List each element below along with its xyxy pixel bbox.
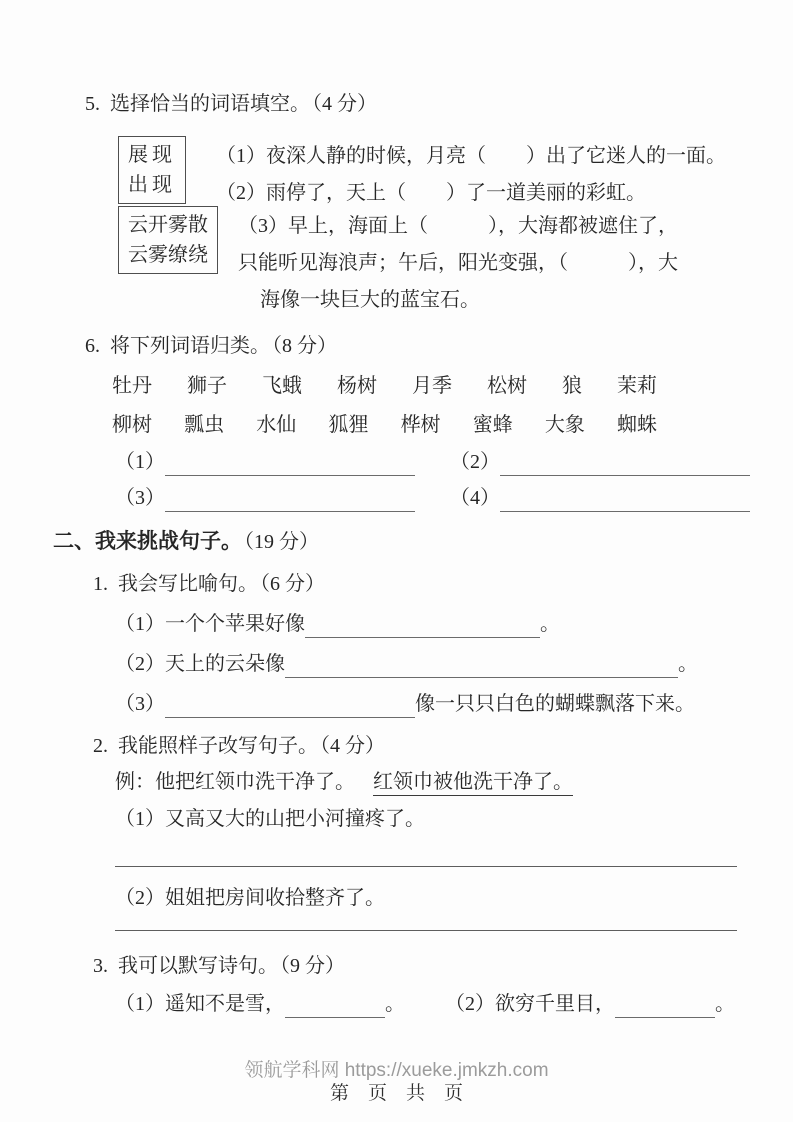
sentence-prefix: （2）欲穷千里目， — [445, 993, 615, 1015]
sentence-prefix: （3） — [115, 693, 165, 715]
s2q2-item-2: （2）姐姐把房间收拾整齐了。 — [115, 887, 385, 909]
s2q2-example-row — [115, 768, 573, 796]
s2q3-number: 3. — [93, 955, 108, 977]
word-bank-box-2 — [118, 206, 218, 274]
answer-label: （1） — [115, 451, 165, 473]
word-bank-word: 出现 — [128, 174, 176, 196]
sentence-suffix: 。 — [678, 653, 698, 675]
word-item: 瓢虫 — [184, 414, 225, 436]
answer-label: （2） — [450, 451, 500, 473]
sentence-suffix: 。 — [540, 613, 560, 635]
q6-answer-2 — [450, 448, 750, 476]
s2q1-points: （6 分） — [260, 573, 325, 595]
q5-group2 — [118, 206, 678, 319]
q6-answer-1 — [115, 448, 415, 476]
answer-label: （3） — [115, 487, 165, 509]
s2q1-title-row — [93, 570, 325, 598]
s2q2-number: 2. — [93, 735, 108, 757]
s2q3-title-row — [93, 952, 345, 980]
answer-blank — [305, 615, 540, 638]
answer-blank — [165, 695, 415, 718]
q5-group1 — [118, 136, 726, 212]
answer-rule-line — [115, 930, 737, 931]
fill-blank-sentence: （3）早上，海面上（ ），大海都被遮住了， — [238, 215, 678, 237]
word-item: 大象 — [544, 414, 585, 436]
fill-blank-sentence: 海像一块巨大的蓝宝石。 — [260, 289, 480, 311]
word-bank-box-1 — [118, 136, 186, 204]
q5-item-3 — [238, 208, 678, 319]
s2q1-item-2 — [115, 650, 698, 678]
sentence-prefix: （2）天上的云朵像 — [115, 653, 285, 675]
s2q3-points: （9 分） — [280, 955, 345, 977]
q6-word-row-2 — [112, 411, 657, 439]
word-item: 牡丹 — [112, 375, 152, 397]
sentence-prefix: （1）遥知不是雪， — [115, 993, 285, 1015]
q5-items-1-2 — [216, 138, 726, 212]
answer-blank — [285, 995, 385, 1018]
example-prompt: 例：他把红领巾洗干净了。 — [115, 771, 355, 793]
s2q2-title: 我能照样子改写句子。 — [118, 735, 318, 757]
word-item: 狐狸 — [328, 414, 369, 436]
answer-blank — [500, 453, 750, 476]
s2q3-items-row — [115, 990, 735, 1018]
q6-answer-3 — [115, 484, 415, 512]
sentence-suffix: 。 — [385, 993, 405, 1015]
s2q1-number: 1. — [93, 573, 108, 595]
word-bank-word: 云开雾散 — [128, 214, 208, 236]
word-bank-word: 云雾缭绕 — [128, 244, 208, 266]
q6-word-row-1 — [112, 372, 657, 400]
word-item: 松树 — [487, 375, 527, 397]
q5-title: 选择恰当的词语填空。 — [110, 93, 310, 115]
s2q2-points: （4 分） — [320, 735, 385, 757]
word-bank-word: 展现 — [128, 144, 176, 166]
answer-blank — [165, 453, 415, 476]
section2-title: 我来挑战句子。 — [95, 530, 242, 553]
answer-blank — [285, 655, 678, 678]
sentence-suffix: 像一只只白色的蝴蝶飘落下来。 — [415, 693, 695, 715]
word-item: 杨树 — [337, 375, 377, 397]
word-item: 柳树 — [112, 414, 152, 436]
word-item: 飞蛾 — [262, 375, 302, 397]
word-item: 狮子 — [187, 375, 227, 397]
fill-blank-sentence: （2）雨停了，天上（ ）了一道美丽的彩虹。 — [216, 182, 646, 204]
sentence-suffix: 。 — [715, 993, 735, 1015]
s2q3-title: 我可以默写诗句。 — [118, 955, 278, 977]
q6-points: （8 分） — [272, 335, 337, 357]
word-item: 茉莉 — [617, 375, 657, 397]
word-item: 桦树 — [400, 414, 441, 436]
word-item: 水仙 — [256, 414, 297, 436]
q6-title-row — [85, 332, 337, 360]
s2q2-title-row — [93, 732, 385, 760]
answer-blank — [500, 489, 750, 512]
site-watermark: 领航学科网 https://xueke.jmkzh.com — [244, 1060, 549, 1081]
q5-title-row — [85, 90, 377, 118]
q5-number: 5. — [85, 93, 100, 115]
fill-blank-sentence: 只能听见海浪声；午后，阳光变强，（ ），大 — [238, 252, 678, 274]
sentence-prefix: （1）一个个苹果好像 — [115, 613, 305, 635]
q5-points: （4 分） — [312, 93, 377, 115]
s2q1-title: 我会写比喻句。 — [118, 573, 258, 595]
page-number-footer: 第 页 共 页 — [329, 1083, 463, 1104]
section2-heading — [53, 528, 319, 556]
word-item: 蜘蛛 — [616, 414, 657, 436]
word-item: 蜜蜂 — [472, 414, 513, 436]
word-item: 月季 — [412, 375, 452, 397]
word-item: 狼 — [562, 375, 582, 397]
s2q1-item-3 — [115, 690, 695, 718]
q6-title: 将下列词语归类。 — [110, 335, 270, 357]
q6-answer-4 — [450, 484, 750, 512]
s2q2-item-1: （1）又高又大的山把小河撞疼了。 — [115, 808, 425, 830]
answer-rule-line — [115, 866, 737, 867]
section2-points: （19 分） — [244, 531, 319, 553]
section2-number: 二、 — [53, 530, 95, 553]
example-answer-underlined: 红领巾被他洗干净了。 — [373, 771, 573, 796]
fill-blank-sentence: （1）夜深人静的时候，月亮（ ）出了它迷人的一面。 — [216, 145, 726, 167]
q6-number: 6. — [85, 335, 100, 357]
answer-blank — [165, 489, 415, 512]
answer-label: （4） — [450, 487, 500, 509]
answer-blank — [615, 995, 715, 1018]
s2q1-item-1 — [115, 610, 560, 638]
